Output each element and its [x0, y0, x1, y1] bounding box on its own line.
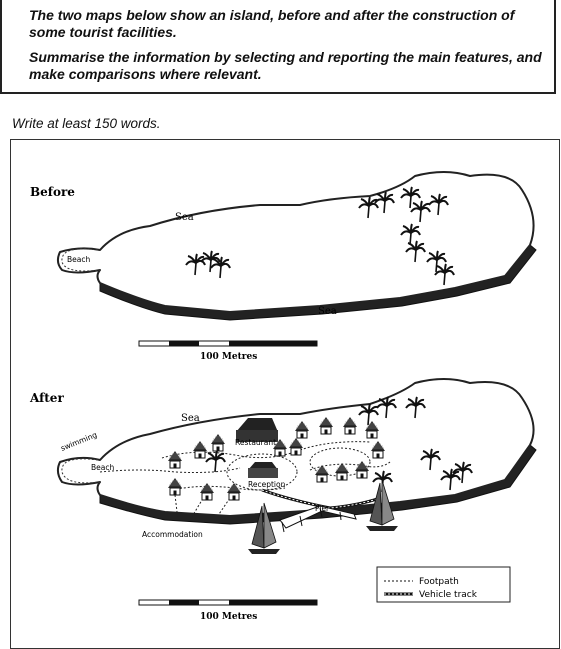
legend-vehicle-track-label: Vehicle track — [419, 590, 477, 600]
task-description: The two maps below show an island, before and after the construction of some tourist facilities. — [29, 7, 515, 40]
after-map-title: After — [30, 391, 64, 405]
before-map-title: Before — [30, 185, 75, 199]
after-scale-label: 100 Metres — [200, 612, 258, 622]
pier-label: Pier — [315, 504, 330, 513]
reception-label: Reception — [248, 480, 286, 489]
before-sea-south-label: Sea — [318, 306, 337, 317]
after-beach-label: Beach — [91, 463, 115, 472]
before-beach-label: Beach — [67, 255, 91, 264]
before-scale-label: 100 Metres — [200, 352, 258, 362]
legend-footpath-label: Footpath — [419, 577, 459, 587]
accommodation-label: Accommodation — [142, 530, 203, 539]
before-island — [58, 172, 536, 320]
restaurant-label: Restaurant — [235, 438, 277, 447]
swimming-label: swimming — [59, 430, 99, 453]
task-instruction: Summarise the information by selecting and reporting the main features, and make comparisons where relevant. — [29, 49, 542, 82]
after-sea-label: Sea — [181, 413, 200, 424]
before-sea-north-label: Sea — [175, 212, 194, 223]
before-scale-bar — [139, 341, 317, 346]
after-scale-bar — [139, 600, 317, 605]
word-count-instruction: Write at least 150 words. — [12, 116, 161, 131]
